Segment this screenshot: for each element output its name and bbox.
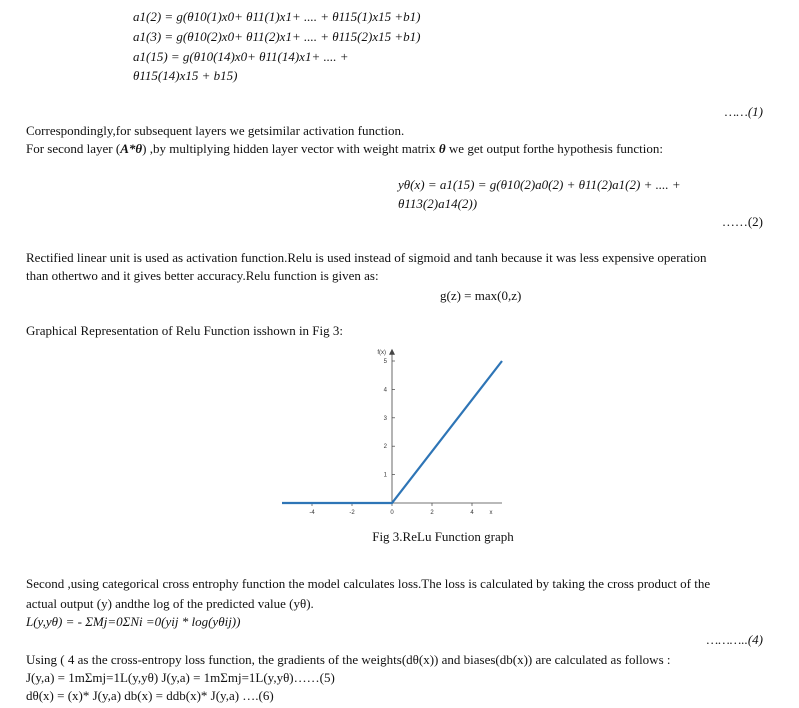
y-axis-label: f(x) bbox=[377, 349, 386, 356]
gradient-equation-5: J(y,a) = 1mΣmj=1L(y,yθ) J(y,a) = 1mΣmj=1L(y,yθ)……(5) bbox=[26, 670, 335, 685]
para2-line2: than othertwo and it gives better accuracy.Relu function is given as: bbox=[26, 268, 379, 283]
para3-line1: Second ,using categorical cross entrophy function the model calculates loss.The loss is calculated by taking the cross product of the bbox=[26, 576, 711, 591]
x-axis-label: x bbox=[489, 510, 493, 516]
para1-matrix-term: A*θ bbox=[120, 141, 143, 156]
figure-intro: Graphical Representation of Relu Function isshown in Fig 3: bbox=[26, 323, 344, 338]
x-tick-label: 2 bbox=[430, 510, 434, 516]
equation-a1-15-cont: θ115(14)x15 + b15) bbox=[133, 68, 238, 83]
equation-hypothesis: yθ(x) = a1(15) = g(θ10(2)a0(2) + θ11(2)a1(2) + .... + bbox=[398, 177, 681, 192]
relu-chart bbox=[276, 338, 516, 521]
y-axis-arrow bbox=[389, 349, 395, 355]
equation-a1-3: a1(3) = g(θ10(2)x0+ θ11(2)x1+ .... + θ115(2)x15 +b1) bbox=[133, 29, 421, 44]
loss-equation: L(y,yθ) = - ΣMj=0ΣNi =0(yij * log(yθij)) bbox=[26, 614, 241, 629]
y-tick-label: 4 bbox=[383, 387, 387, 394]
x-tick-label: -4 bbox=[309, 510, 315, 516]
equation-a1-15: a1(15) = g(θ10(14)x0+ θ11(14)x1+ .... + bbox=[133, 49, 349, 64]
x-tick-label: 0 bbox=[390, 510, 394, 516]
para1-line1: Correspondingly,for subsequent layers we getsimilar activation function. bbox=[26, 123, 405, 138]
para1-text-a: For second layer ( bbox=[26, 141, 121, 156]
para4-line1: Using ( 4 as the cross-entropy loss function, the gradients of the weights(dθ(x)) and biases(db(x)) are calculated as follows : bbox=[26, 652, 671, 667]
para1-text-b: ) ,by multiplying hidden layer vector with weight matrix bbox=[142, 141, 439, 156]
para3-line2: actual output (y) andthe log of the predicted value (yθ). bbox=[26, 596, 314, 611]
y-tick-label: 1 bbox=[383, 472, 387, 479]
para1-theta: θ bbox=[438, 141, 446, 156]
gradient-equation-6: dθ(x) = (x)* J(y,a) db(x) = ddb(x)* J(y,a) ….(6) bbox=[26, 688, 274, 703]
equation-ref-4: ………..(4) bbox=[706, 632, 763, 647]
equation-hypothesis-cont: θ113(2)a14(2)) bbox=[398, 196, 478, 211]
para2-line1: Rectified linear unit is used as activation function.Relu is used instead of sigmoid and tanh because it was less expensive operation bbox=[26, 250, 707, 265]
equation-ref-2: ……(2) bbox=[721, 214, 763, 229]
x-tick-label: 4 bbox=[470, 510, 474, 516]
figure-caption: Fig 3.ReLu Function graph bbox=[372, 529, 514, 544]
y-tick-label: 5 bbox=[383, 359, 387, 365]
y-tick-label: 2 bbox=[383, 444, 387, 451]
equation-ref-1: ……(1) bbox=[724, 104, 763, 119]
relu-formula: g(z) = max(0,z) bbox=[440, 288, 522, 303]
chart-axes bbox=[282, 349, 502, 516]
para1-text-c: we get output forthe hypothesis function: bbox=[445, 141, 664, 156]
para1-line2 bbox=[26, 141, 663, 157]
y-tick-label: 3 bbox=[383, 415, 387, 422]
equation-a1-2: a1(2) = g(θ10(1)x0+ θ11(1)x1+ .... + θ115(1)x15 +b1) bbox=[133, 9, 421, 24]
x-tick-label: -2 bbox=[349, 510, 355, 516]
